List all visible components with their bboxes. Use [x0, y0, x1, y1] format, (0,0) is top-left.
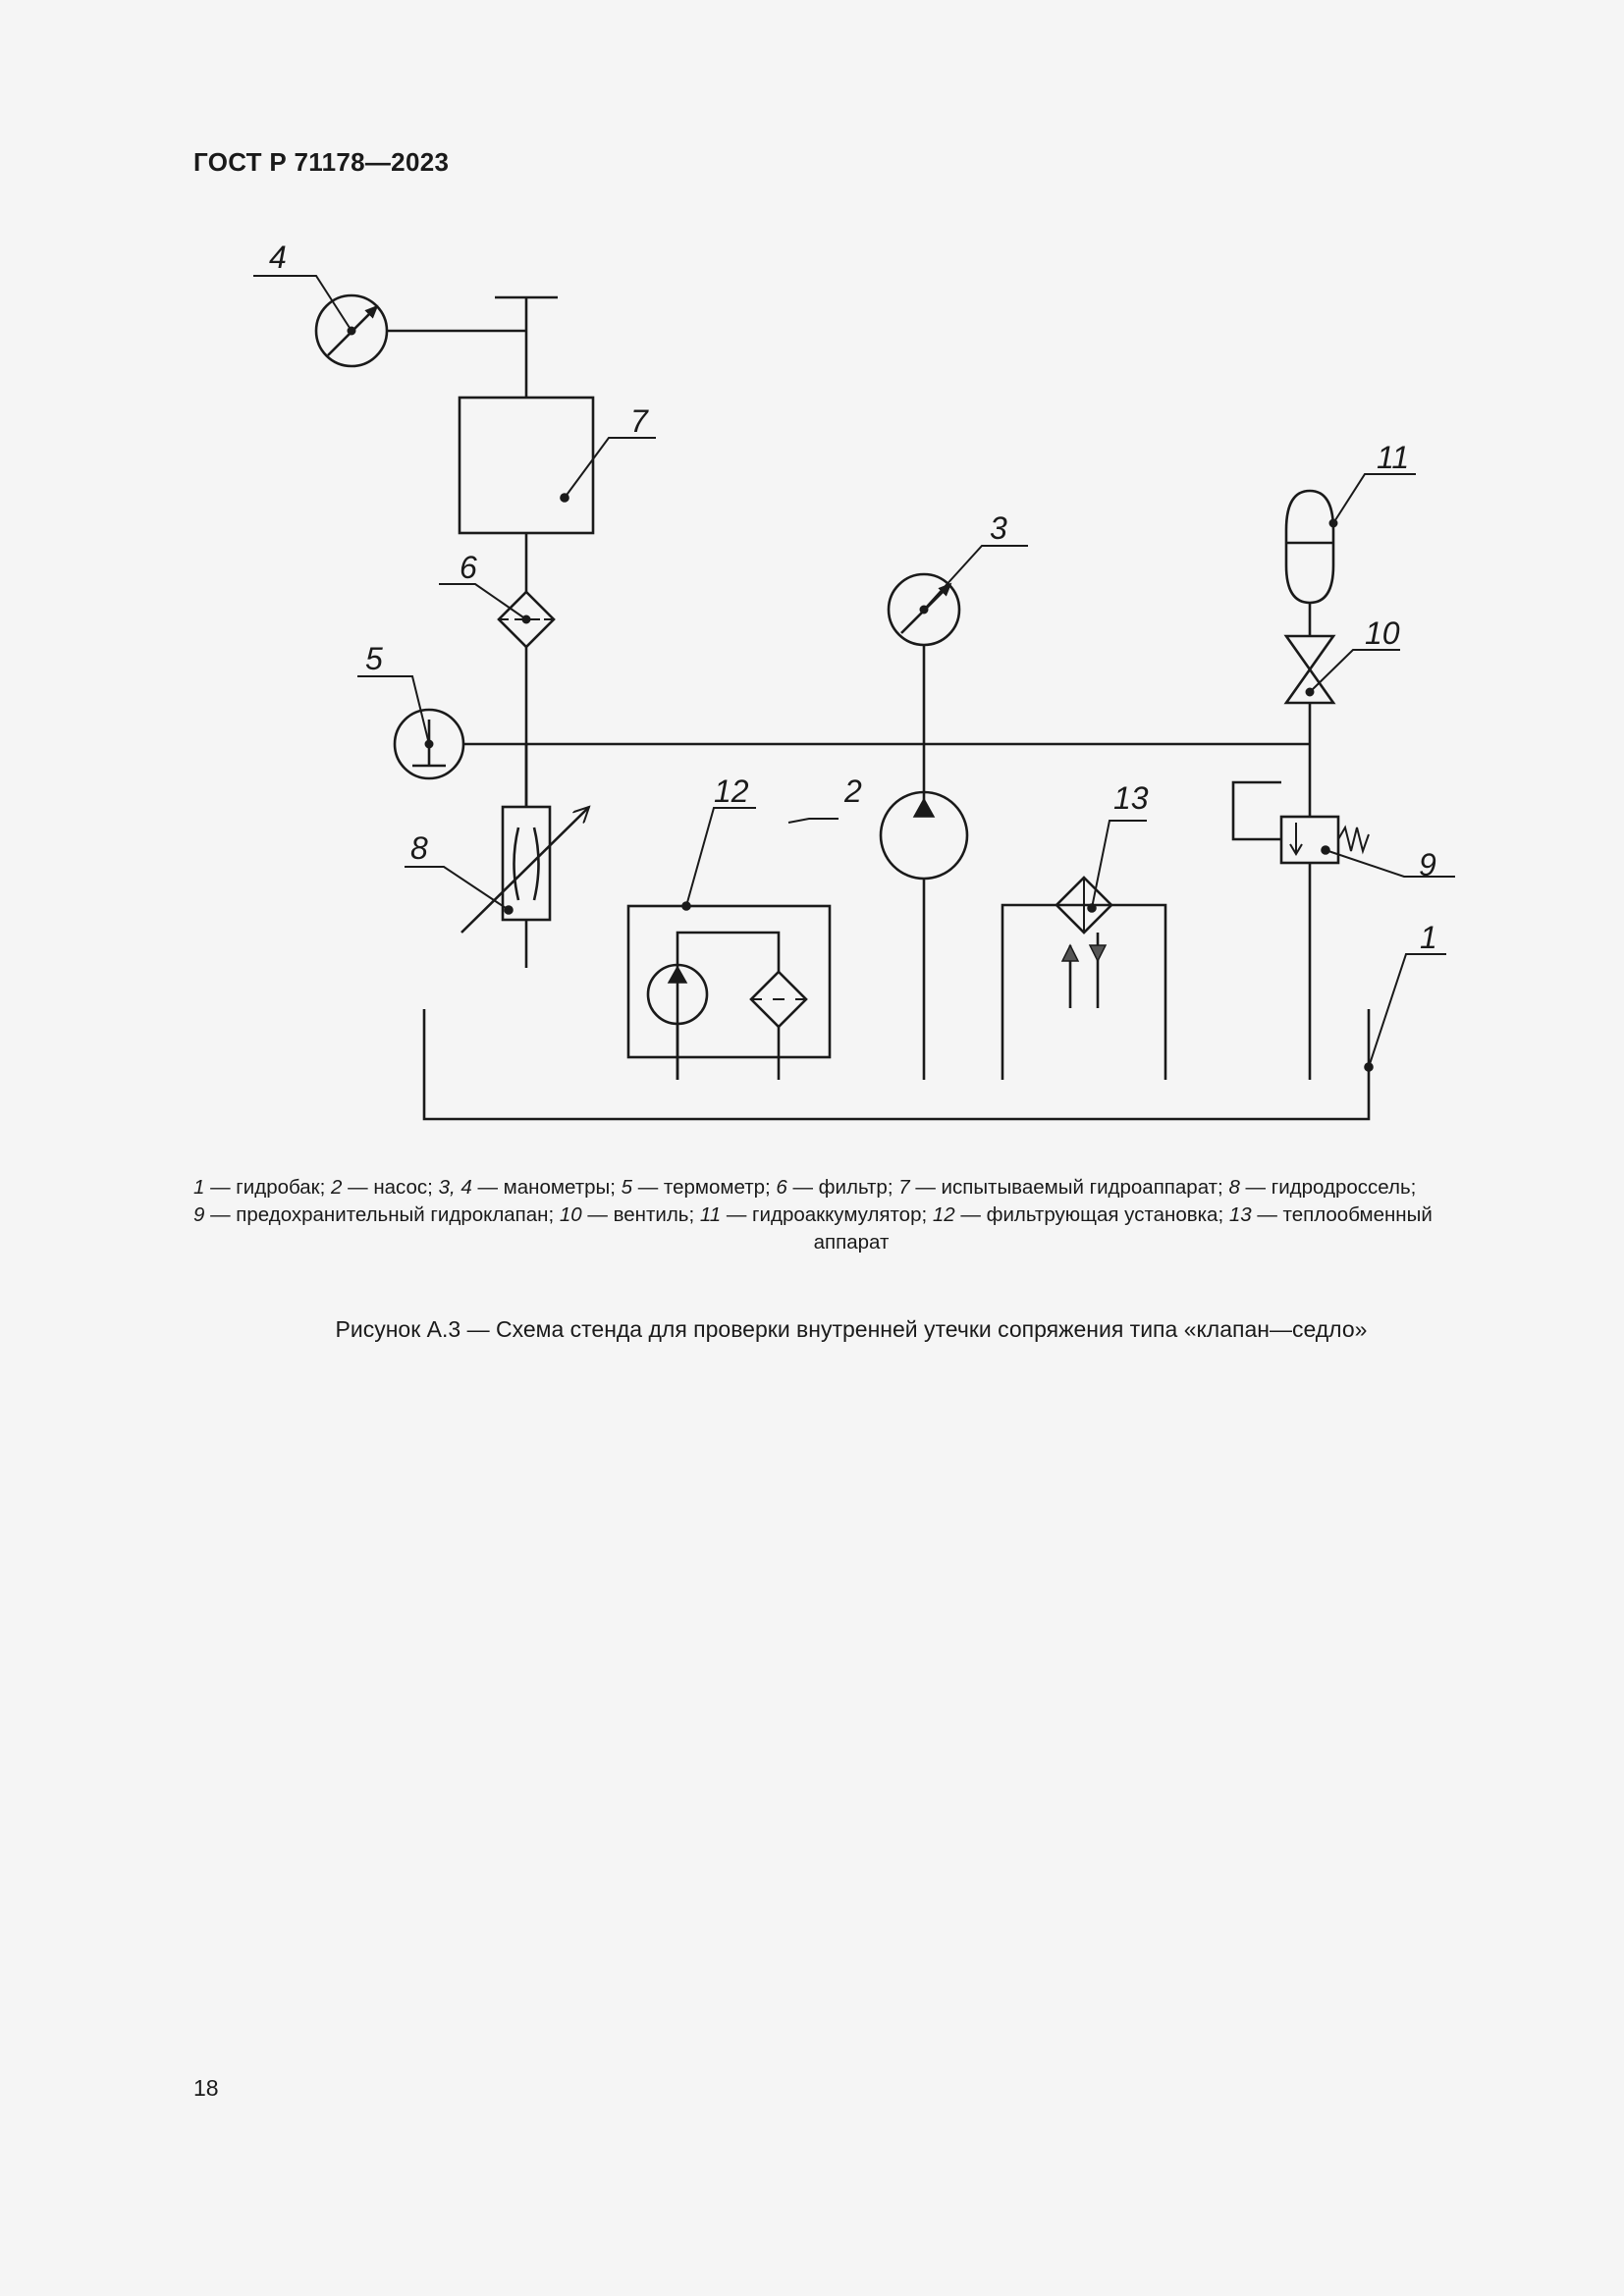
legend-item-text: — предохранительный гидроклапан; [204, 1203, 560, 1226]
label-5: 5 [365, 641, 383, 676]
legend-item [776, 1176, 898, 1199]
label-3: 3 [990, 510, 1007, 546]
legend-item-number: 2 [331, 1176, 343, 1199]
main-pressure-line [526, 744, 1310, 807]
legend-body [193, 1174, 1509, 1229]
label-1: 1 [1420, 920, 1437, 955]
legend-item [193, 1176, 331, 1199]
legend-item-text: — теплообменный [1251, 1203, 1433, 1226]
thermometer-5 [395, 710, 526, 778]
legend-item [898, 1176, 1228, 1199]
legend-item-text: — фильтрующая установка; [954, 1203, 1229, 1226]
relief-valve-9 [1233, 782, 1369, 1080]
legend-item-number: 9 [193, 1203, 205, 1226]
legend-item-number: 5 [621, 1176, 633, 1199]
legend-item-number: 12 [932, 1203, 955, 1226]
legend-item-number: 6 [776, 1176, 787, 1199]
throttle-8 [461, 807, 589, 933]
document-header: ГОСТ Р 71178—2023 [193, 147, 450, 177]
diagram-labels [269, 240, 1437, 955]
legend-item-text: — насос; [342, 1176, 439, 1199]
label-13: 13 [1113, 780, 1149, 816]
legend-item [1228, 1176, 1416, 1199]
label-7: 7 [630, 403, 648, 439]
legend-item-text: — термометр; [632, 1176, 777, 1199]
label-11: 11 [1377, 440, 1410, 475]
legend-item-text: — гидродроссель; [1239, 1176, 1417, 1199]
legend-item [331, 1176, 439, 1199]
label-10: 10 [1365, 615, 1400, 651]
legend-item-number: 7 [898, 1176, 910, 1199]
legend-item-text: — гидроаккумулятор; [721, 1203, 933, 1226]
pump-2 [881, 792, 967, 1080]
page-number: 18 [193, 2075, 219, 2101]
legend-item-text: — гидробак; [204, 1176, 332, 1199]
legend-item-text: — манометры; [471, 1176, 622, 1199]
legend-item-text: — испытываемый гидроаппарат; [909, 1176, 1229, 1199]
tested-hydraulic-unit-7 [460, 398, 593, 533]
legend-item-number: 13 [1228, 1203, 1252, 1226]
legend-item [560, 1203, 700, 1226]
legend-item-text: — вентиль; [581, 1203, 700, 1226]
legend-item [700, 1203, 933, 1226]
legend-item [933, 1203, 1229, 1226]
label-8: 8 [410, 830, 428, 866]
label-9: 9 [1419, 847, 1436, 882]
legend-item-number: 1 [193, 1176, 205, 1199]
legend-item [1229, 1203, 1433, 1226]
legend-item-number: 8 [1228, 1176, 1240, 1199]
label-2: 2 [844, 774, 862, 809]
legend-item [439, 1176, 622, 1199]
shutoff-valve-10 [1286, 636, 1333, 817]
heat-exchanger-13 [1002, 878, 1165, 1080]
figure-caption: Рисунок А.3 — Схема стенда для проверки внутренней утечки сопряжения типа «клапан—седло» [335, 1316, 1368, 1342]
legend-item-number: 11 [699, 1203, 722, 1226]
legend-item [193, 1203, 560, 1226]
legend-item-text: — фильтр; [786, 1176, 899, 1199]
hydraulic-accumulator-11 [1286, 491, 1333, 636]
legend-item-number: 10 [559, 1203, 582, 1226]
legend-tail: аппарат [813, 1231, 890, 1254]
legend-item [622, 1176, 777, 1199]
hydraulic-tank-1 [424, 1009, 1373, 1119]
label-6: 6 [460, 550, 477, 585]
figure-legend [193, 1174, 1509, 1256]
filtering-unit-12 [628, 903, 830, 1081]
label-4: 4 [269, 240, 287, 275]
legend-item-number: 3, 4 [438, 1176, 472, 1199]
label-12: 12 [714, 774, 749, 809]
leader-lines [253, 276, 1455, 1067]
